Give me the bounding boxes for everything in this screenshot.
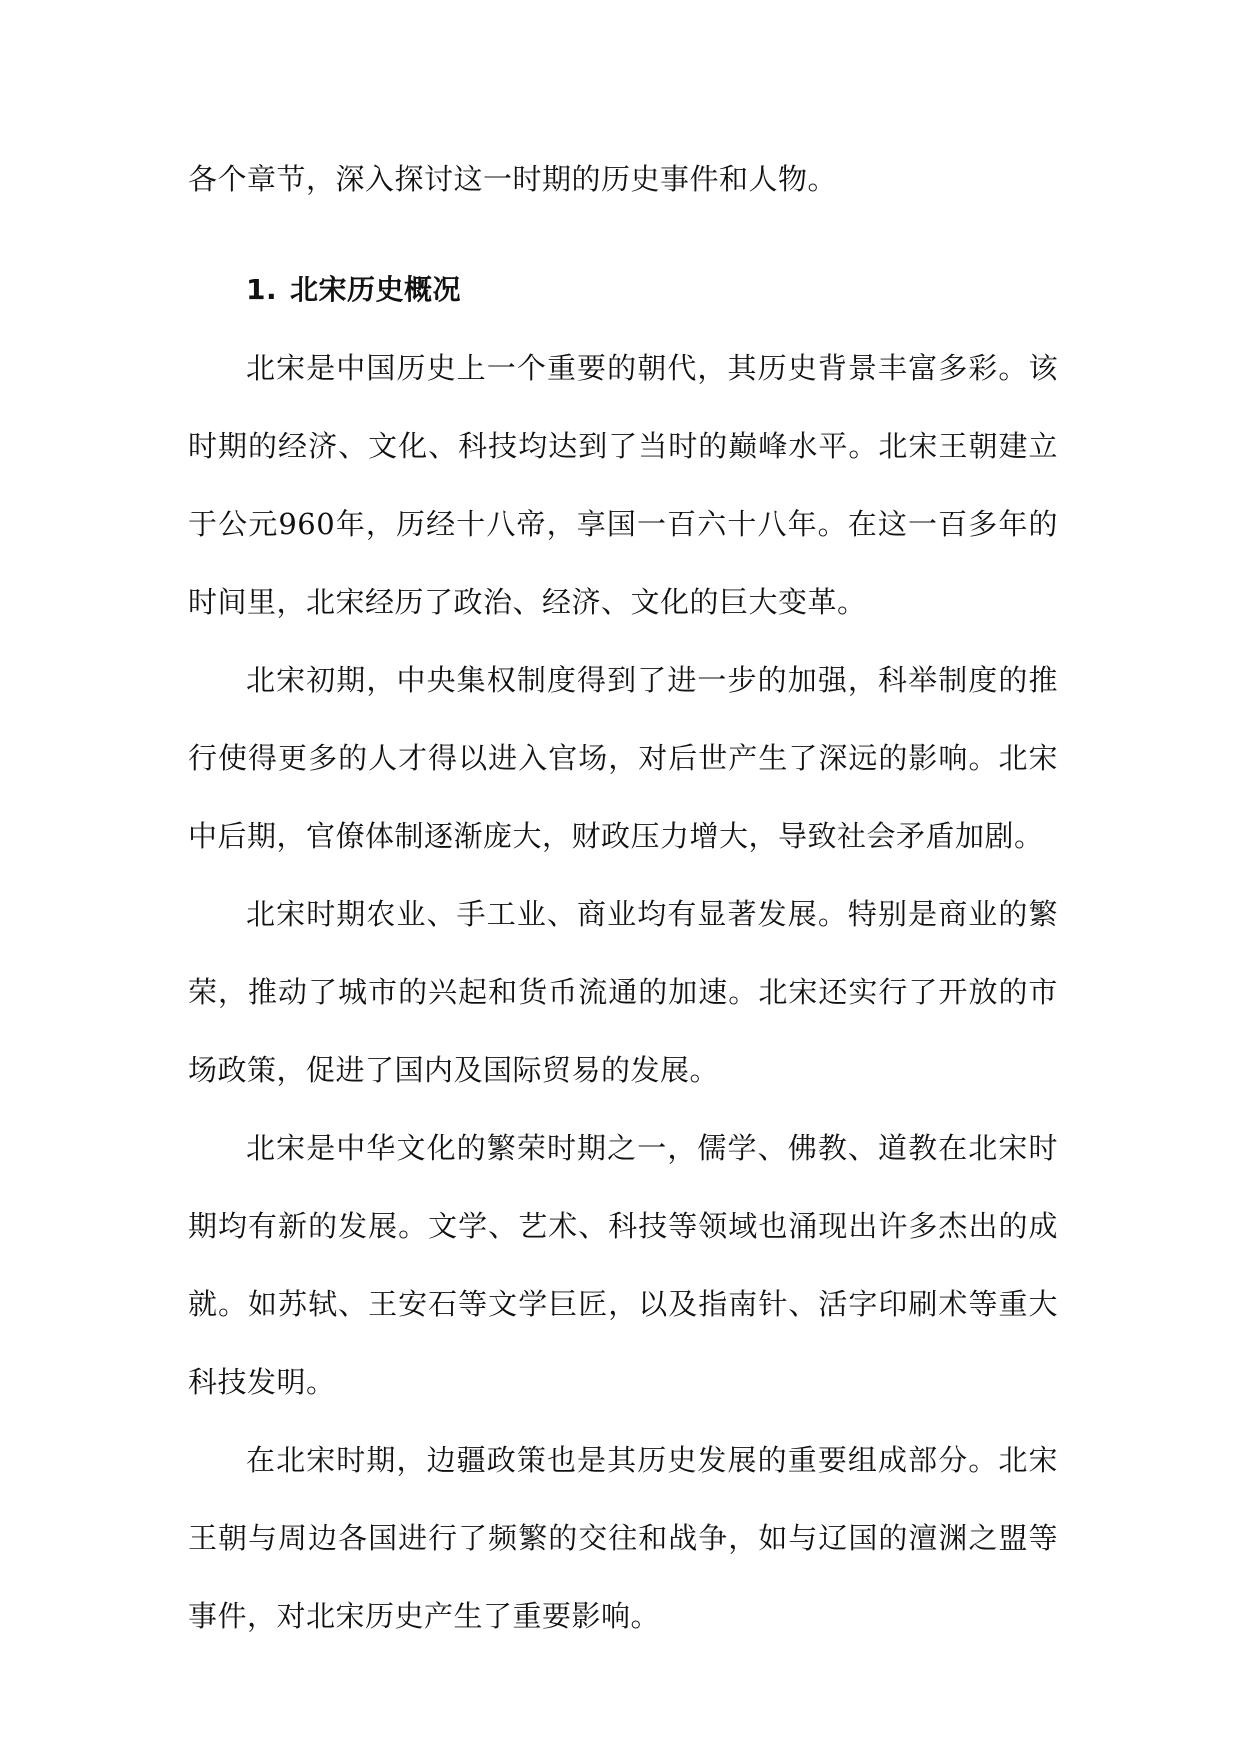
section-title: 北宋历史概况 <box>290 273 462 306</box>
paragraph-politics: 北宋初期，中央集权制度得到了进一步的加强，科举制度的推行使得更多的人才得以进入官场，对后世产生了深远的影响。北宋中后期，官僚体制逐渐庞大，财政压力增大，导致社会矛盾加剧。 <box>188 663 1058 853</box>
page-content <box>188 140 1058 1655</box>
paragraph-culture: 北宋是中华文化的繁荣时期之一，儒学、佛教、道教在北宋时期均有新的发展。文学、艺术、科技等领域也涌现出许多杰出的成就。如苏轼、王安石等文学巨匠，以及指南针、活字印刷术等重大科技发明。 <box>188 1131 1058 1399</box>
section-heading <box>188 251 1058 329</box>
paragraph-economy: 北宋时期农业、手工业、商业均有显著发展。特别是商业的繁荣，推动了城市的兴起和货币流通的加速。北宋还实行了开放的市场政策，促进了国内及国际贸易的发展。 <box>188 897 1058 1087</box>
continuation-paragraph: 各个章节，深入探讨这一时期的历史事件和人物。 <box>188 162 838 196</box>
paragraph-overview: 北宋是中国历史上一个重要的朝代，其历史背景丰富多彩。该时期的经济、文化、科技均达到了当时的巅峰水平。北宋王朝建立于公元960年，历经十八帝，享国一百六十八年。在这一百多年的时间里，北宋经历了政治、经济、文化的巨大变革。 <box>188 351 1058 619</box>
section-number: 1. <box>246 273 278 306</box>
paragraph-frontier: 在北宋时期，边疆政策也是其历史发展的重要组成部分。北宋王朝与周边各国进行了频繁的交往和战争，如与辽国的澶渊之盟等事件，对北宋历史产生了重要影响。 <box>188 1443 1058 1633</box>
